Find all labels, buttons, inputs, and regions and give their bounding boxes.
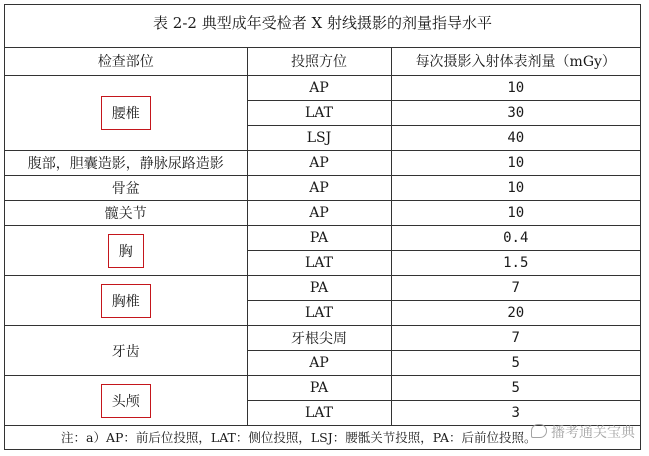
dose-cell: 7: [391, 276, 640, 301]
site-label-highlighted: 腰椎: [101, 96, 151, 130]
table-row: [5, 226, 640, 251]
dose-cell: 7: [391, 326, 640, 351]
wechat-icon: [531, 424, 547, 438]
position-cell: AP: [247, 76, 391, 101]
site-cell: [5, 176, 247, 201]
dose-cell: 0.4: [391, 226, 640, 251]
table-row: [5, 276, 640, 301]
dose-cell: 30: [391, 101, 640, 126]
dose-cell: 1.5: [391, 251, 640, 276]
dose-cell: 10: [391, 151, 640, 176]
position-cell: LAT: [247, 301, 391, 326]
dose-cell: 10: [391, 201, 640, 226]
header-position: 投照方位: [247, 47, 391, 76]
dose-cell: 5: [391, 376, 640, 401]
position-cell: AP: [247, 351, 391, 376]
dose-cell: 5: [391, 351, 640, 376]
site-cell: [5, 226, 247, 276]
dose-cell: 10: [391, 176, 640, 201]
site-cell: [5, 201, 247, 226]
dose-cell: 10: [391, 76, 640, 101]
position-cell: LAT: [247, 251, 391, 276]
watermark-text: 播考通关宝典: [551, 425, 635, 441]
position-cell: PA: [247, 276, 391, 301]
site-cell: [5, 151, 247, 176]
site-label: 牙齿: [111, 343, 140, 360]
header-site: 检查部位: [5, 47, 247, 76]
table-row: [5, 176, 640, 201]
site-label-highlighted: 胸椎: [101, 284, 151, 318]
position-cell: LAT: [247, 401, 391, 426]
site-label-highlighted: 头颅: [101, 384, 151, 418]
dose-reference-table: [5, 47, 640, 426]
document-table-frame: [4, 4, 641, 450]
table-row: [5, 76, 640, 101]
site-label: 髋关节: [104, 206, 147, 222]
watermark: [531, 422, 635, 442]
site-label: 腹部，胆囊造影，静脉尿路造影: [27, 156, 224, 172]
position-cell: 牙根尖周: [247, 326, 391, 351]
table-footnote: 注：a）AP：前后位投照，LAT：侧位投照，LSJ：腰骶关节投照，PA：后前位投照。: [5, 425, 640, 449]
position-cell: LSJ: [247, 126, 391, 151]
position-cell: AP: [247, 201, 391, 226]
position-cell: LAT: [247, 101, 391, 126]
position-cell: AP: [247, 151, 391, 176]
position-cell: PA: [247, 226, 391, 251]
table-row: [5, 201, 640, 226]
dose-cell: 40: [391, 126, 640, 151]
dose-cell: 20: [391, 301, 640, 326]
position-cell: AP: [247, 176, 391, 201]
table-body: [5, 76, 640, 426]
site-label: 骨盆: [111, 181, 140, 197]
dose-cell: 3: [391, 401, 640, 426]
header-dose: 每次摄影入射体表剂量（mGy）: [391, 47, 640, 76]
position-cell: PA: [247, 376, 391, 401]
table-row: [5, 151, 640, 176]
table-caption: 表 2-2 典型成年受检者 X 射线摄影的剂量指导水平: [5, 5, 640, 48]
site-cell: [5, 326, 247, 376]
site-cell: [5, 376, 247, 426]
table-row: [5, 376, 640, 401]
site-cell: [5, 76, 247, 151]
table-row: [5, 326, 640, 351]
table-header-row: [5, 47, 640, 76]
site-cell: [5, 276, 247, 326]
site-label-highlighted: 胸: [108, 234, 144, 268]
